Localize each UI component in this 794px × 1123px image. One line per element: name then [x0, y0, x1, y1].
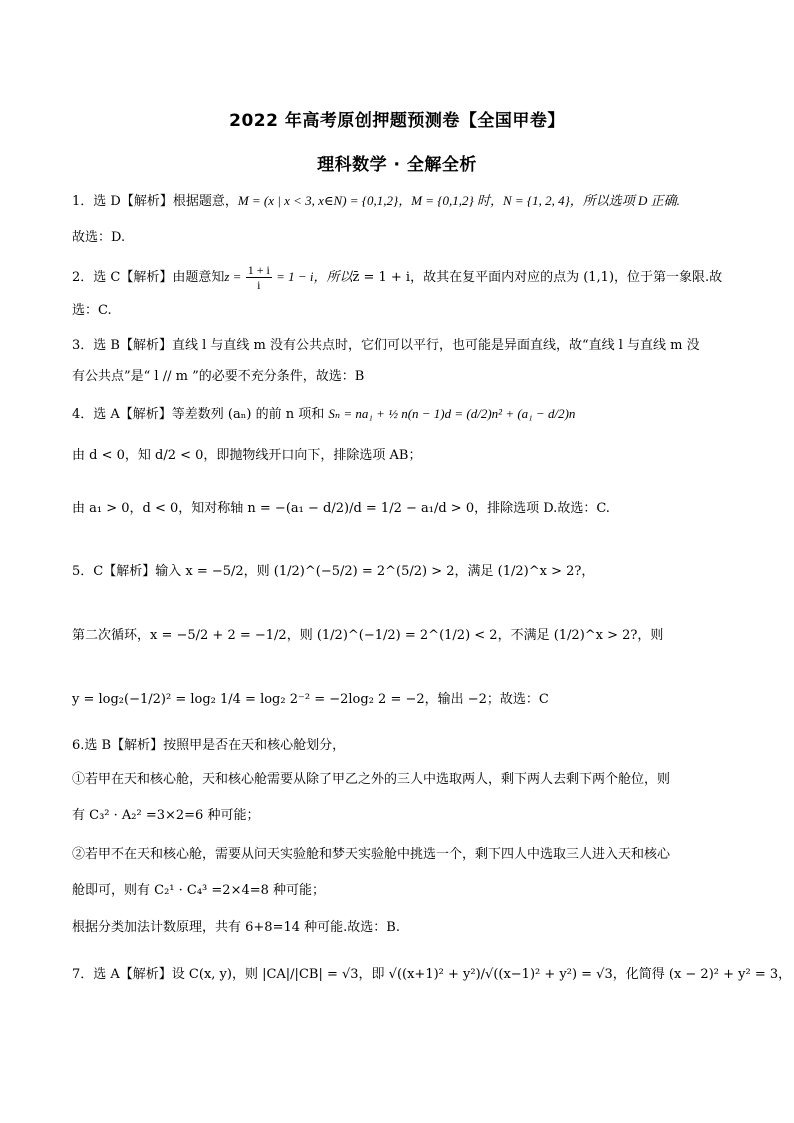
q1-line-2: 故选：D. — [72, 230, 126, 245]
q2-line-1 — [72, 263, 724, 292]
q2-intro: 2．选 C【解析】由题意知 — [72, 270, 225, 285]
q4-intro: 4．选 A【解析】等差数列 (aₙ) 的前 n 项和 — [72, 407, 325, 422]
q1-math: M = (x | x < 3, x∈N) = {0,1,2}，M = {0,1,2} 时，N = {1, 2, 4}，所以选项 D 正确. — [237, 193, 680, 208]
q2-tail: z̄ = 1 + i，故其在复平面内对应的点为 (1,1)，位于第一象限.故 — [352, 270, 723, 285]
q6-line-6: 根据分类加法计数原理，共有 6+8=14 种可能.故选：B. — [72, 920, 400, 935]
q3-line-1: 3．选 B【解析】直线 l 与直线 m 没有公共点时，它们可以平行，也可能是异面直线，故“直线 l 与直线 m 没 — [72, 338, 700, 353]
q2-line-2: 选：C. — [72, 303, 112, 318]
q2-fraction-numerator: 1 + i — [247, 263, 270, 277]
q4-line-1 — [72, 404, 724, 425]
q4-line-3: 由 a₁ > 0，d < 0，知对称轴 n = −(a₁ − d/2)/d = 1/2 − a₁/d > 0，排除选项 D.故选：C. — [72, 501, 610, 516]
q6-line-5: 舱即可，则有 C₂¹ · C₄³ =2×4=8 种可能； — [72, 883, 326, 898]
q5-line-1: 5．C【解析】输入 x = −5/2，则 (1/2)^(−5/2) = 2^(5/2) > 2，满足 (1/2)^x > 2?， — [72, 564, 595, 579]
q5-line-3: y = log₂(−1/2)² = log₂ 1/4 = log₂ 2⁻² = −2log₂ 2 = −2，输出 −2；故选：C — [72, 692, 549, 707]
document-subtitle: 理科数学 · 全解全析 — [317, 155, 477, 175]
q6-line-3: 有 C₃² · A₂² =3×2=6 种可能； — [72, 808, 260, 823]
q1-line-1 — [72, 191, 724, 212]
q7-line-1: 7．选 A【解析】设 C(x, y)，则 |CA|/|CB| = √3，即 √((x+1)² + y²)/√((x−1)² + y²) = √3，化简得 (x − 2)² + y² = 3， — [72, 967, 792, 982]
q1-intro: 1．选 D【解析】根据题意， — [72, 194, 238, 209]
q3-line-2: 有公共点”是“ l // m ”的必要不充分条件，故选：B — [72, 369, 365, 384]
q5-line-2: 第二次循环，x = −5/2 + 2 = −1/2，则 (1/2)^(−1/2) = 2^(1/2) < 2，不满足 (1/2)^x > 2?，则 — [72, 628, 664, 643]
q2-fraction — [246, 263, 272, 292]
q2-fraction-denominator: i — [257, 278, 261, 292]
q4-line-2: 由 d < 0，知 d/2 < 0，即抛物线开口向下，排除选项 AB； — [72, 448, 422, 463]
q6-line-1: 6.选 B【解析】按照甲是否在天和核心舱划分， — [72, 738, 346, 753]
q2-math-post: = 1 − i，所以 — [272, 269, 353, 284]
q4-sum-formula: Sₙ = na₁ + ½ n(n − 1)d = (d/2)n² + (a₁ − d/2)n — [328, 406, 576, 421]
q6-line-2: ①若甲在天和核心舱，天和核心舱需要从除了甲乙之外的三人中选取两人，剩下两人去剩下两个舱位，则 — [72, 772, 671, 787]
document-title: 2022 年高考原创押题预测卷【全国甲卷】 — [229, 111, 565, 131]
q2-math-pre: z = — [224, 269, 245, 284]
q6-line-4: ②若甲不在天和核心舱，需要从问天实验舱和梦天实验舱中挑选一个，剩下四人中选取三人进入天和核心 — [72, 847, 671, 862]
